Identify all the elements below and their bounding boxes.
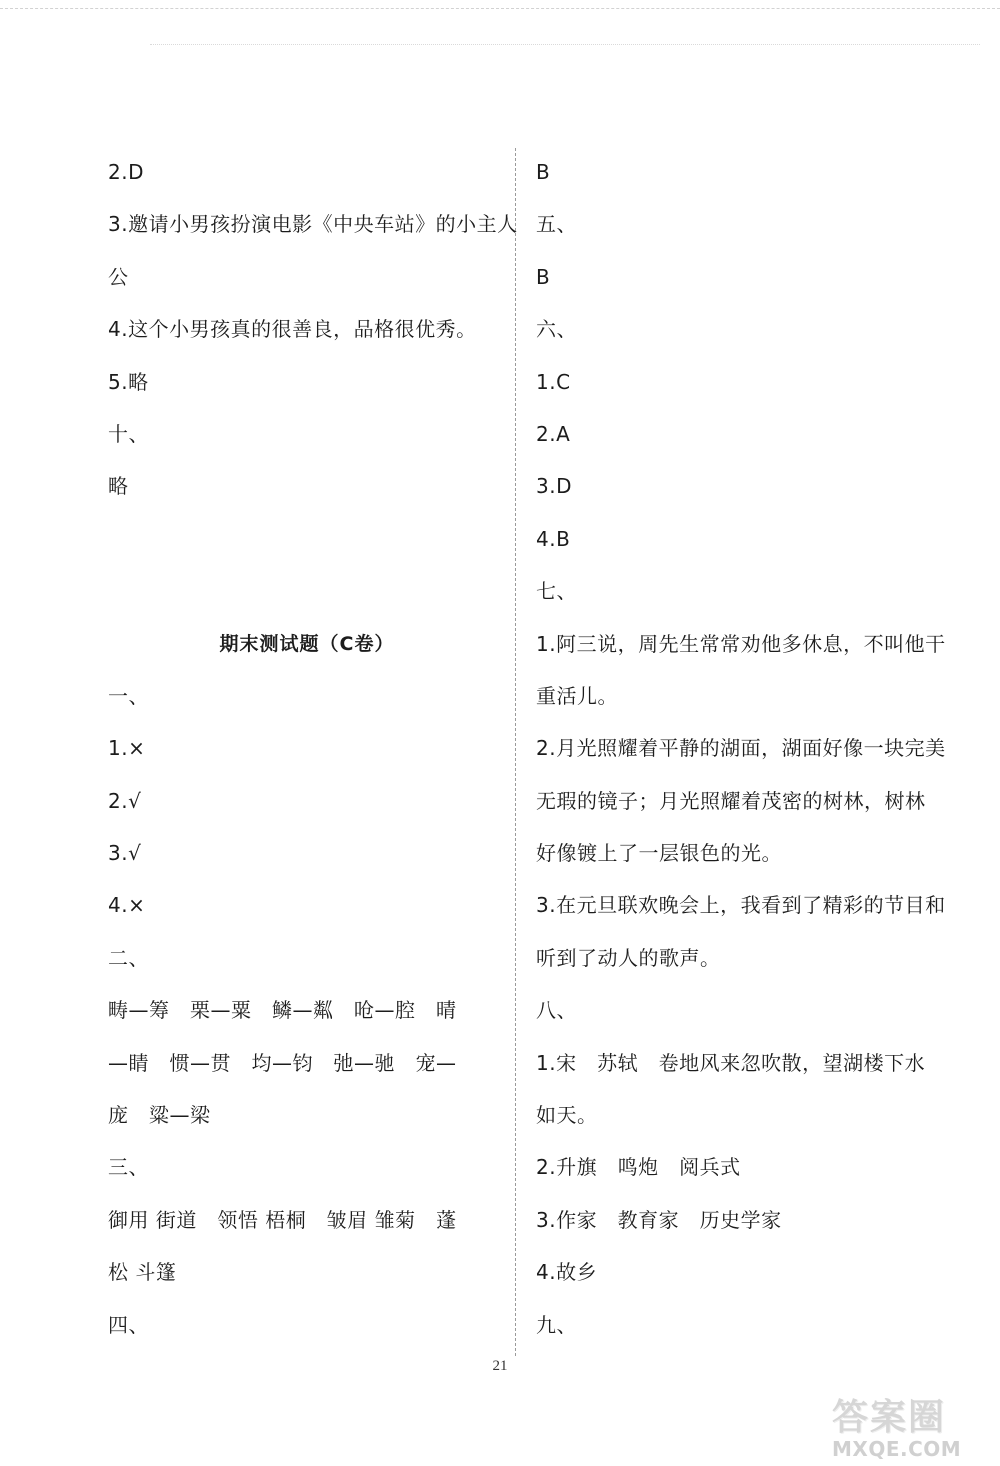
exam-title: 期末测试题（C卷） bbox=[219, 632, 395, 655]
section-heading: 三、 bbox=[108, 1155, 149, 1180]
section-heading: 一、 bbox=[108, 683, 149, 708]
answer-line: B bbox=[536, 264, 551, 289]
scan-noise-line bbox=[150, 44, 980, 45]
site-watermark bbox=[832, 1398, 992, 1460]
answer-line: 1.宋 苏轼 卷地风来忽吹散，望湖楼下水 bbox=[536, 1050, 926, 1075]
answer-line: B bbox=[536, 160, 551, 184]
answer-line: 3.D bbox=[536, 474, 572, 499]
answer-line: 4.B bbox=[536, 526, 571, 551]
section-heading: 九、 bbox=[536, 1312, 577, 1337]
column-divider bbox=[515, 148, 516, 1356]
right-answer-column bbox=[536, 152, 946, 1357]
answer-line: 2.D bbox=[108, 160, 144, 184]
section-heading: 二、 bbox=[108, 945, 149, 970]
page-number: 21 bbox=[492, 1358, 508, 1374]
answer-line: 松 斗篷 bbox=[108, 1260, 177, 1285]
answer-line: 1.C bbox=[536, 369, 571, 394]
answer-line: 御用 街道 领悟 梧桐 皱眉 雏菊 蓬 bbox=[108, 1207, 457, 1232]
answer-line: 2.√ bbox=[108, 788, 142, 813]
answer-line: 2.A bbox=[536, 421, 571, 446]
section-heading: 六、 bbox=[536, 317, 577, 342]
answer-line: 2.月光照耀着平静的湖面，湖面好像一块完美 bbox=[536, 736, 946, 761]
answer-line: 如天。 bbox=[536, 1103, 598, 1128]
watermark-url: MXQE.COM bbox=[832, 1437, 962, 1461]
answer-line: 5.略 bbox=[108, 369, 149, 394]
answer-line: —睛 惯—贯 均—钧 弛—驰 宠— bbox=[108, 1050, 457, 1075]
answer-line: 4.故乡 bbox=[536, 1260, 598, 1285]
answer-line: 好像镀上了一层银色的光。 bbox=[536, 841, 782, 866]
answer-line: 重活儿。 bbox=[536, 683, 618, 708]
answer-line: 4.这个小男孩真的很善良，品格很优秀。 bbox=[108, 317, 477, 342]
watermark-logo-text: 答案圈 bbox=[832, 1397, 947, 1438]
answer-line: 1.阿三说，周先生常常劝他多休息，不叫他干 bbox=[536, 631, 946, 656]
answer-line: 3.作家 教育家 历史学家 bbox=[536, 1207, 782, 1232]
section-heading: 四、 bbox=[108, 1312, 149, 1337]
section-heading: 五、 bbox=[536, 212, 577, 237]
answer-line: 略 bbox=[108, 474, 129, 499]
section-heading: 七、 bbox=[536, 579, 577, 604]
answer-line: 4.× bbox=[108, 893, 146, 918]
answer-line: 3.在元旦联欢晚会上，我看到了精彩的节目和 bbox=[536, 893, 946, 918]
answer-line: 1.× bbox=[108, 736, 146, 761]
section-heading: 十、 bbox=[108, 421, 149, 446]
answer-line: 3.邀请小男孩扮演电影《中央车站》的小主人 bbox=[108, 212, 518, 237]
answer-line: 公 bbox=[108, 264, 129, 289]
answer-line: 听到了动人的歌声。 bbox=[536, 945, 721, 970]
scan-edge-line bbox=[0, 8, 1000, 9]
answer-line: 庞 粱—梁 bbox=[108, 1103, 211, 1128]
blank-line bbox=[108, 571, 506, 623]
answer-line: 3.√ bbox=[108, 841, 142, 866]
left-answer-column bbox=[108, 152, 518, 1357]
answer-line: 畴—筹 栗—粟 鳞—粼 呛—腔 晴 bbox=[108, 998, 457, 1023]
section-heading: 八、 bbox=[536, 998, 577, 1023]
answer-line: 2.升旗 鸣炮 阅兵式 bbox=[536, 1155, 741, 1180]
blank-line bbox=[108, 519, 506, 571]
answer-line: 无瑕的镜子；月光照耀着茂密的树林，树林 bbox=[536, 788, 926, 813]
